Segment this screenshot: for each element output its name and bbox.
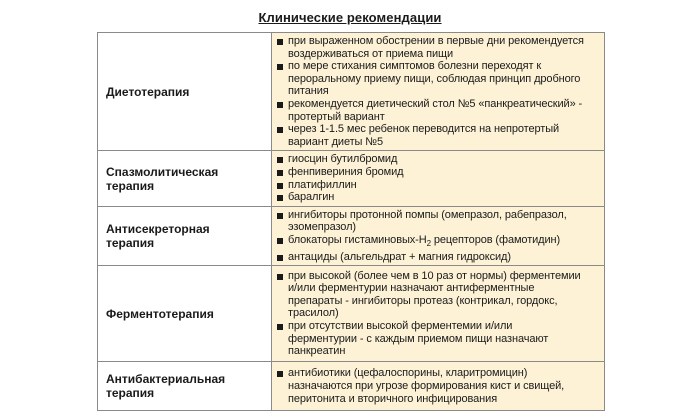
list-item [277, 153, 598, 166]
category-label: Антибактериальная [106, 372, 226, 387]
bullet-icon [277, 238, 283, 244]
items-cell [272, 33, 605, 151]
table-row-antisecretory [98, 206, 605, 266]
item-line: гиосцин бутилбромид [288, 153, 398, 166]
item-line: при выраженном обострении в первые дни рекомендуется [288, 35, 584, 47]
item-line: ферментурии - с каждым приемом пищи назначают [288, 332, 549, 345]
table-row-diet [98, 33, 605, 151]
list-item [277, 367, 598, 405]
item-line: протертый вариант [288, 110, 385, 123]
list-item [277, 270, 598, 320]
page-title: Клинические рекомендации [258, 10, 442, 25]
bullet-icon [277, 183, 283, 189]
list-item [277, 209, 598, 234]
recommendations-table [97, 32, 605, 411]
item-line: питания [288, 85, 329, 98]
items-list [277, 270, 598, 358]
list-item [277, 123, 598, 148]
item-line: трасилол) [288, 307, 339, 320]
category-cell [98, 151, 272, 206]
items-cell [272, 362, 605, 411]
category-cell [98, 362, 272, 411]
category-cell [98, 33, 272, 151]
items-cell [272, 266, 605, 362]
items-list [277, 367, 598, 405]
bullet-icon [277, 255, 283, 261]
category-cell [98, 206, 272, 266]
item-line: препараты - ингибиторы протеаз (контрикал, гордокс, [288, 294, 558, 307]
list-item [277, 60, 598, 98]
item-line: блокаторы гистаминовых-$Н_2$ рецепторов (фамотидин) [288, 233, 561, 249]
item-line: баралгин [288, 191, 335, 204]
items-list [277, 153, 598, 203]
items-cell [272, 151, 605, 206]
item-line: при высокой (более чем в 10 раз от нормы) ферментемии [288, 269, 581, 282]
category-label: Диетотерапия [106, 84, 190, 99]
item-line: панкреатин [288, 345, 346, 358]
list-item [277, 234, 598, 251]
items-cell [272, 206, 605, 266]
category-label: терапия [106, 178, 155, 193]
list-item [277, 98, 598, 123]
items-list [277, 209, 598, 264]
category-label: Антисекреторная [106, 222, 210, 236]
item-line: и/или ферментурии назначают антиферментные [288, 282, 535, 295]
item-line: фенпивериния бромид [288, 165, 404, 178]
bullet-icon [277, 39, 283, 45]
category-label: терапия [106, 236, 155, 250]
item-line: назначаются при угрозе формирования кист и свищей, [288, 379, 565, 392]
bullet-icon [277, 170, 283, 176]
list-item [277, 35, 598, 60]
bullet-icon [277, 102, 283, 108]
table-row-enzyme [98, 266, 605, 362]
bullet-icon [277, 195, 283, 201]
item-line: через 1-1.5 мес ребенок переводится на непротертый [288, 123, 560, 136]
bullet-icon [277, 64, 283, 70]
table-row-spasmolytic [98, 151, 605, 206]
bullet-icon [277, 274, 283, 280]
item-line: антациды (альгельдрат + магния гидроксид) [288, 250, 511, 263]
bullet-icon [277, 157, 283, 163]
item-line: антибиотики (цефалоспорины, кларитромицин) [288, 367, 528, 380]
bullet-icon [277, 324, 283, 330]
category-cell [98, 266, 272, 362]
items-list [277, 35, 598, 148]
list-item [277, 179, 598, 192]
item-line: при отсутствии высокой ферментемии и/или [288, 320, 513, 333]
item-line: пероральному приему пищи, соблюдая принцип дробного [288, 72, 581, 85]
list-item [277, 166, 598, 179]
item-line: перитонита и вторичного инфицирования [288, 392, 498, 405]
item-line: эзомепразол) [288, 221, 356, 234]
item-line: вариант диеты №5 [288, 135, 384, 148]
list-item [277, 251, 598, 264]
item-line: рекомендуется диетический стол №5 «панкреатический» - [288, 97, 583, 110]
item-line: платифиллин [288, 178, 357, 191]
category-label: Ферментотерапия [106, 306, 214, 321]
bullet-icon [277, 371, 283, 377]
table-row-antibacterial [98, 362, 605, 411]
category-label: Спазмолитическая [106, 164, 219, 179]
list-item [277, 191, 598, 204]
item-line: ингибиторы протонной помпы (омепразол, рабепразол, [288, 208, 567, 221]
item-line: воздерживаться от приема пищи [288, 47, 453, 60]
item-line: по мере стихания симптомов болезни переходят к [288, 60, 542, 73]
bullet-icon [277, 127, 283, 133]
list-item [277, 320, 598, 358]
category-label: терапия [106, 386, 155, 401]
bullet-icon [277, 213, 283, 219]
